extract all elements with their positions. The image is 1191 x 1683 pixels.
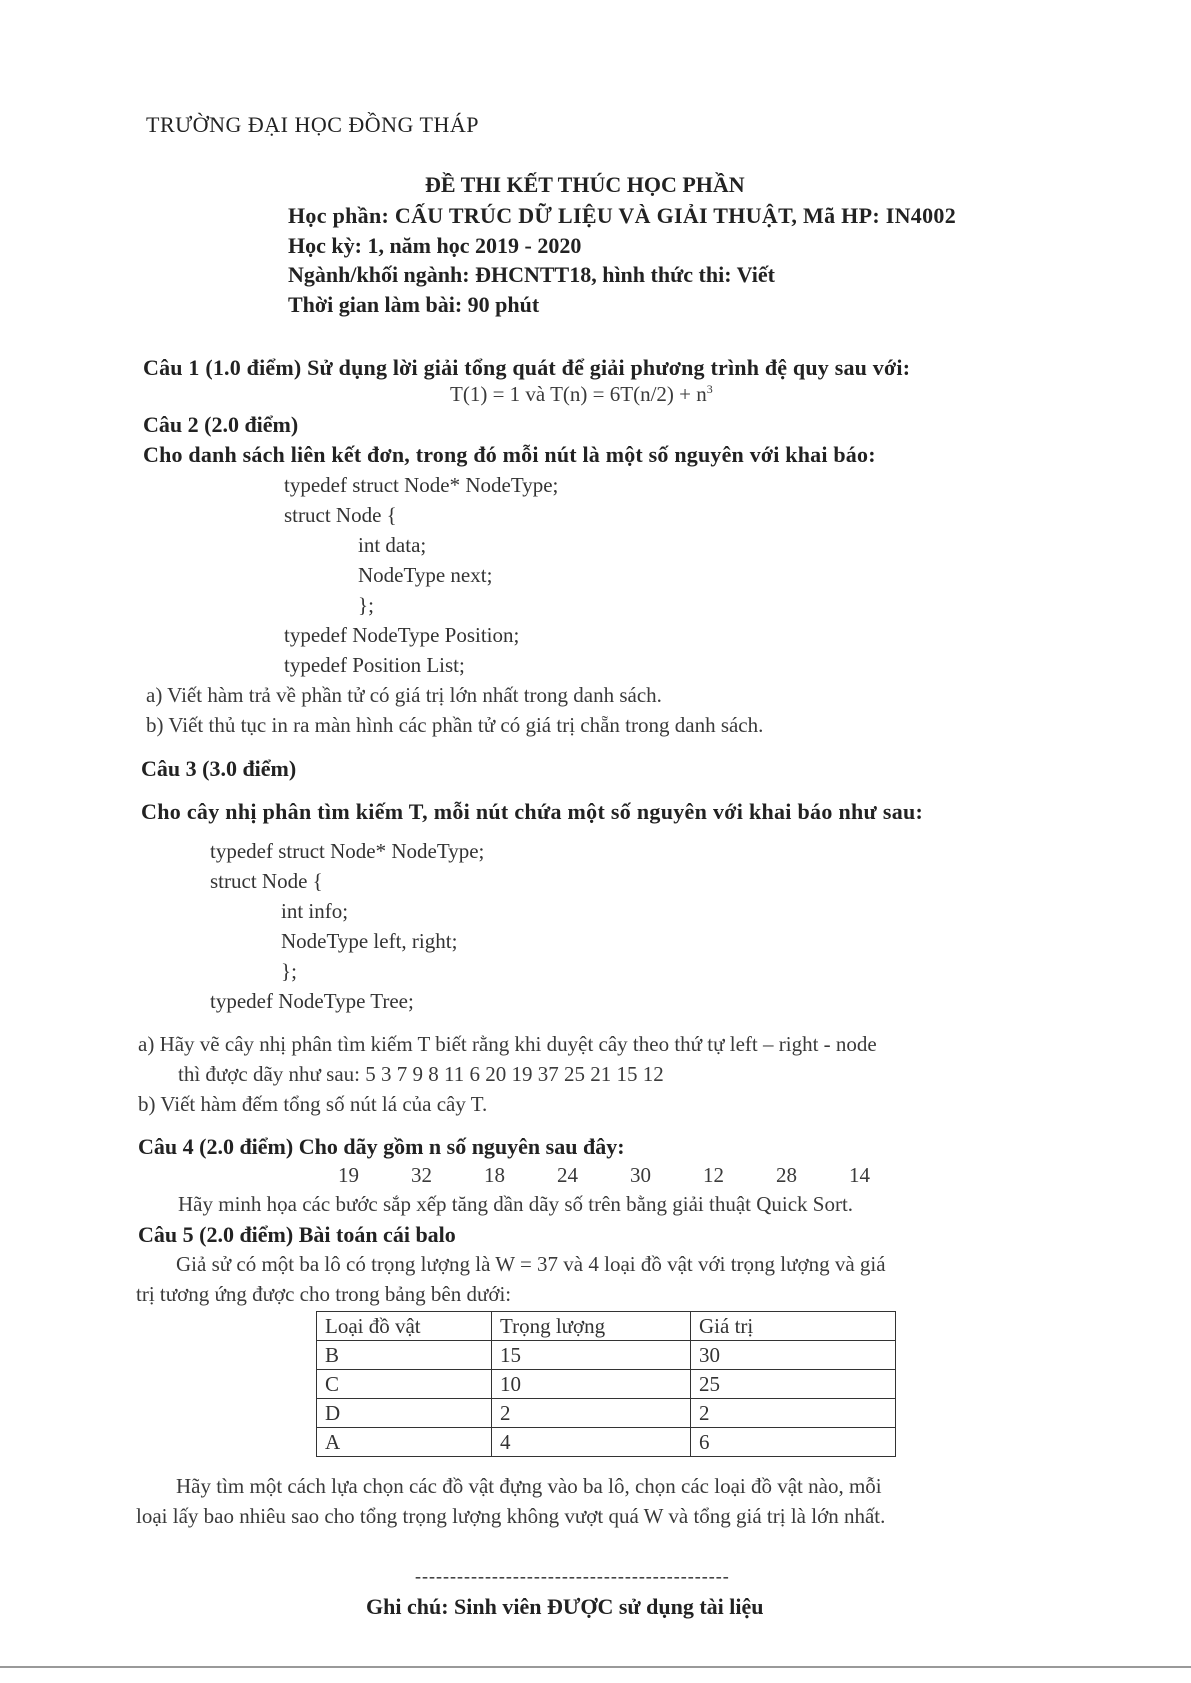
q2-code-line: NodeType next;: [358, 563, 493, 587]
q2-part-b: b) Viết thủ tục in ra màn hình các phần tử có giá trị chẵn trong danh sách.: [146, 713, 764, 737]
table-cell: 2: [492, 1399, 691, 1428]
table-cell: 4: [492, 1428, 691, 1457]
q4-number: 24: [557, 1163, 578, 1187]
q4-task: Hãy minh họa các bước sắp xếp tăng dần dãy số trên bằng giải thuật Quick Sort.: [178, 1192, 854, 1216]
q4-number: 32: [411, 1163, 432, 1187]
major-line: Ngành/khối ngành: ĐHCNTT18, hình thức thi: Viết: [288, 262, 775, 287]
table-cell: 6: [691, 1428, 896, 1457]
q5-task-line2: loại lấy bao nhiêu sao cho tổng trọng lượng không vượt quá W và tổng giá trị là lớn nhất.: [136, 1504, 886, 1528]
knapsack-table: [316, 1311, 896, 1457]
q4-number: 19: [338, 1163, 359, 1187]
table-cell: D: [317, 1399, 492, 1428]
q3-code-line: NodeType left, right;: [281, 929, 458, 953]
q4-number: 12: [703, 1163, 724, 1187]
table-cell: 25: [691, 1370, 896, 1399]
q2-code-line: typedef struct Node* NodeType;: [284, 473, 559, 497]
q4-number: 28: [776, 1163, 797, 1187]
q2-intro: Cho danh sách liên kết đơn, trong đó mỗi nút là một số nguyên với khai báo:: [143, 442, 876, 467]
table-cell: A: [317, 1428, 492, 1457]
q3-code-line: struct Node {: [210, 869, 323, 893]
q3-code-line: int info;: [281, 899, 349, 923]
q3-code-line: typedef struct Node* NodeType;: [210, 839, 485, 863]
table-header-cell: Trọng lượng: [492, 1312, 691, 1341]
q5-task-line1: Hãy tìm một cách lựa chọn các đồ vật đựng vào ba lô, chọn các loại đồ vật nào, mỗi: [176, 1474, 882, 1498]
table-header-row: [317, 1312, 896, 1341]
table-header-cell: Loại đồ vật: [317, 1312, 492, 1341]
q5-heading: Câu 5 (2.0 điểm) Bài toán cái balo: [138, 1222, 456, 1247]
q5-intro-line1: Giả sử có một ba lô có trọng lượng là W = 37 và 4 loại đồ vật với trọng lượng và giá: [176, 1252, 886, 1276]
table-header-cell: Giá trị: [691, 1312, 896, 1341]
footer-note: Ghi chú: Sinh viên ĐƯỢC sử dụng tài liệu: [366, 1594, 764, 1619]
q2-part-a: a) Viết hàm trả về phần tử có giá trị lớn nhất trong danh sách.: [146, 683, 662, 707]
footer-separator: ---------------------------------------------: [415, 1566, 730, 1586]
table-row: [317, 1370, 896, 1399]
table-row: [317, 1399, 896, 1428]
table-cell: 10: [492, 1370, 691, 1399]
q2-code-line: int data;: [358, 533, 427, 557]
q2-code-line: typedef Position List;: [284, 653, 465, 677]
table-cell: C: [317, 1370, 492, 1399]
q3-intro: Cho cây nhị phân tìm kiếm T, mỗi nút chứa một số nguyên với khai báo như sau:: [141, 799, 924, 824]
table-row: [317, 1428, 896, 1457]
q3-heading: Câu 3 (3.0 điểm): [141, 756, 297, 781]
q2-heading: Câu 2 (2.0 điểm): [143, 412, 299, 437]
q1-formula-text: T(1) = 1 và T(n) = 6T(n/2) + n: [450, 382, 707, 406]
table-cell: 2: [691, 1399, 896, 1428]
table-cell: B: [317, 1341, 492, 1370]
q5-intro-line2: trị tương ứng được cho trong bảng bên dưới:: [136, 1282, 512, 1306]
q3-code-line: };: [281, 959, 297, 983]
q3-part-b: b) Viết hàm đếm tổng số nút lá của cây T.: [138, 1092, 488, 1116]
exam-title: ĐỀ THI KẾT THÚC HỌC PHẦN: [425, 172, 745, 197]
q2-code-line: };: [358, 593, 374, 617]
q3-part-a-line2: thì được dãy như sau: 5 3 7 9 8 11 6 20 19 37 25 21 15 12: [178, 1062, 664, 1086]
q3-part-a-line1: a) Hãy vẽ cây nhị phân tìm kiếm T biết rằng khi duyệt cây theo thứ tự left – right - node: [138, 1032, 877, 1056]
q1-formula: [450, 382, 713, 407]
page-bottom-rule: [0, 1666, 1191, 1668]
q1-heading: Câu 1 (1.0 điểm) Sử dụng lời giải tổng quát để giải phương trình đệ quy sau với:: [143, 355, 911, 380]
table-cell: 30: [691, 1341, 896, 1370]
time-line: Thời gian làm bài: 90 phút: [288, 292, 540, 317]
course-line: Học phần: CẤU TRÚC DỮ LIỆU VÀ GIẢI THUẬT, Mã HP: IN4002: [288, 203, 957, 228]
table-row: [317, 1341, 896, 1370]
semester-line: Học kỳ: 1, năm học 2019 - 2020: [288, 233, 582, 258]
q4-number: 18: [484, 1163, 505, 1187]
q4-number: 30: [630, 1163, 651, 1187]
q3-code-line: typedef NodeType Tree;: [210, 989, 414, 1013]
q4-heading: Câu 4 (2.0 điểm) Cho dãy gồm n số nguyên sau đây:: [138, 1134, 625, 1159]
q4-number: 14: [849, 1163, 870, 1187]
table-cell: 15: [492, 1341, 691, 1370]
q2-code-line: struct Node {: [284, 503, 397, 527]
q2-code-line: typedef NodeType Position;: [284, 623, 520, 647]
university-name: TRƯỜNG ĐẠI HỌC ĐỒNG THÁP: [146, 112, 479, 137]
q1-formula-exponent: 3: [706, 382, 713, 396]
